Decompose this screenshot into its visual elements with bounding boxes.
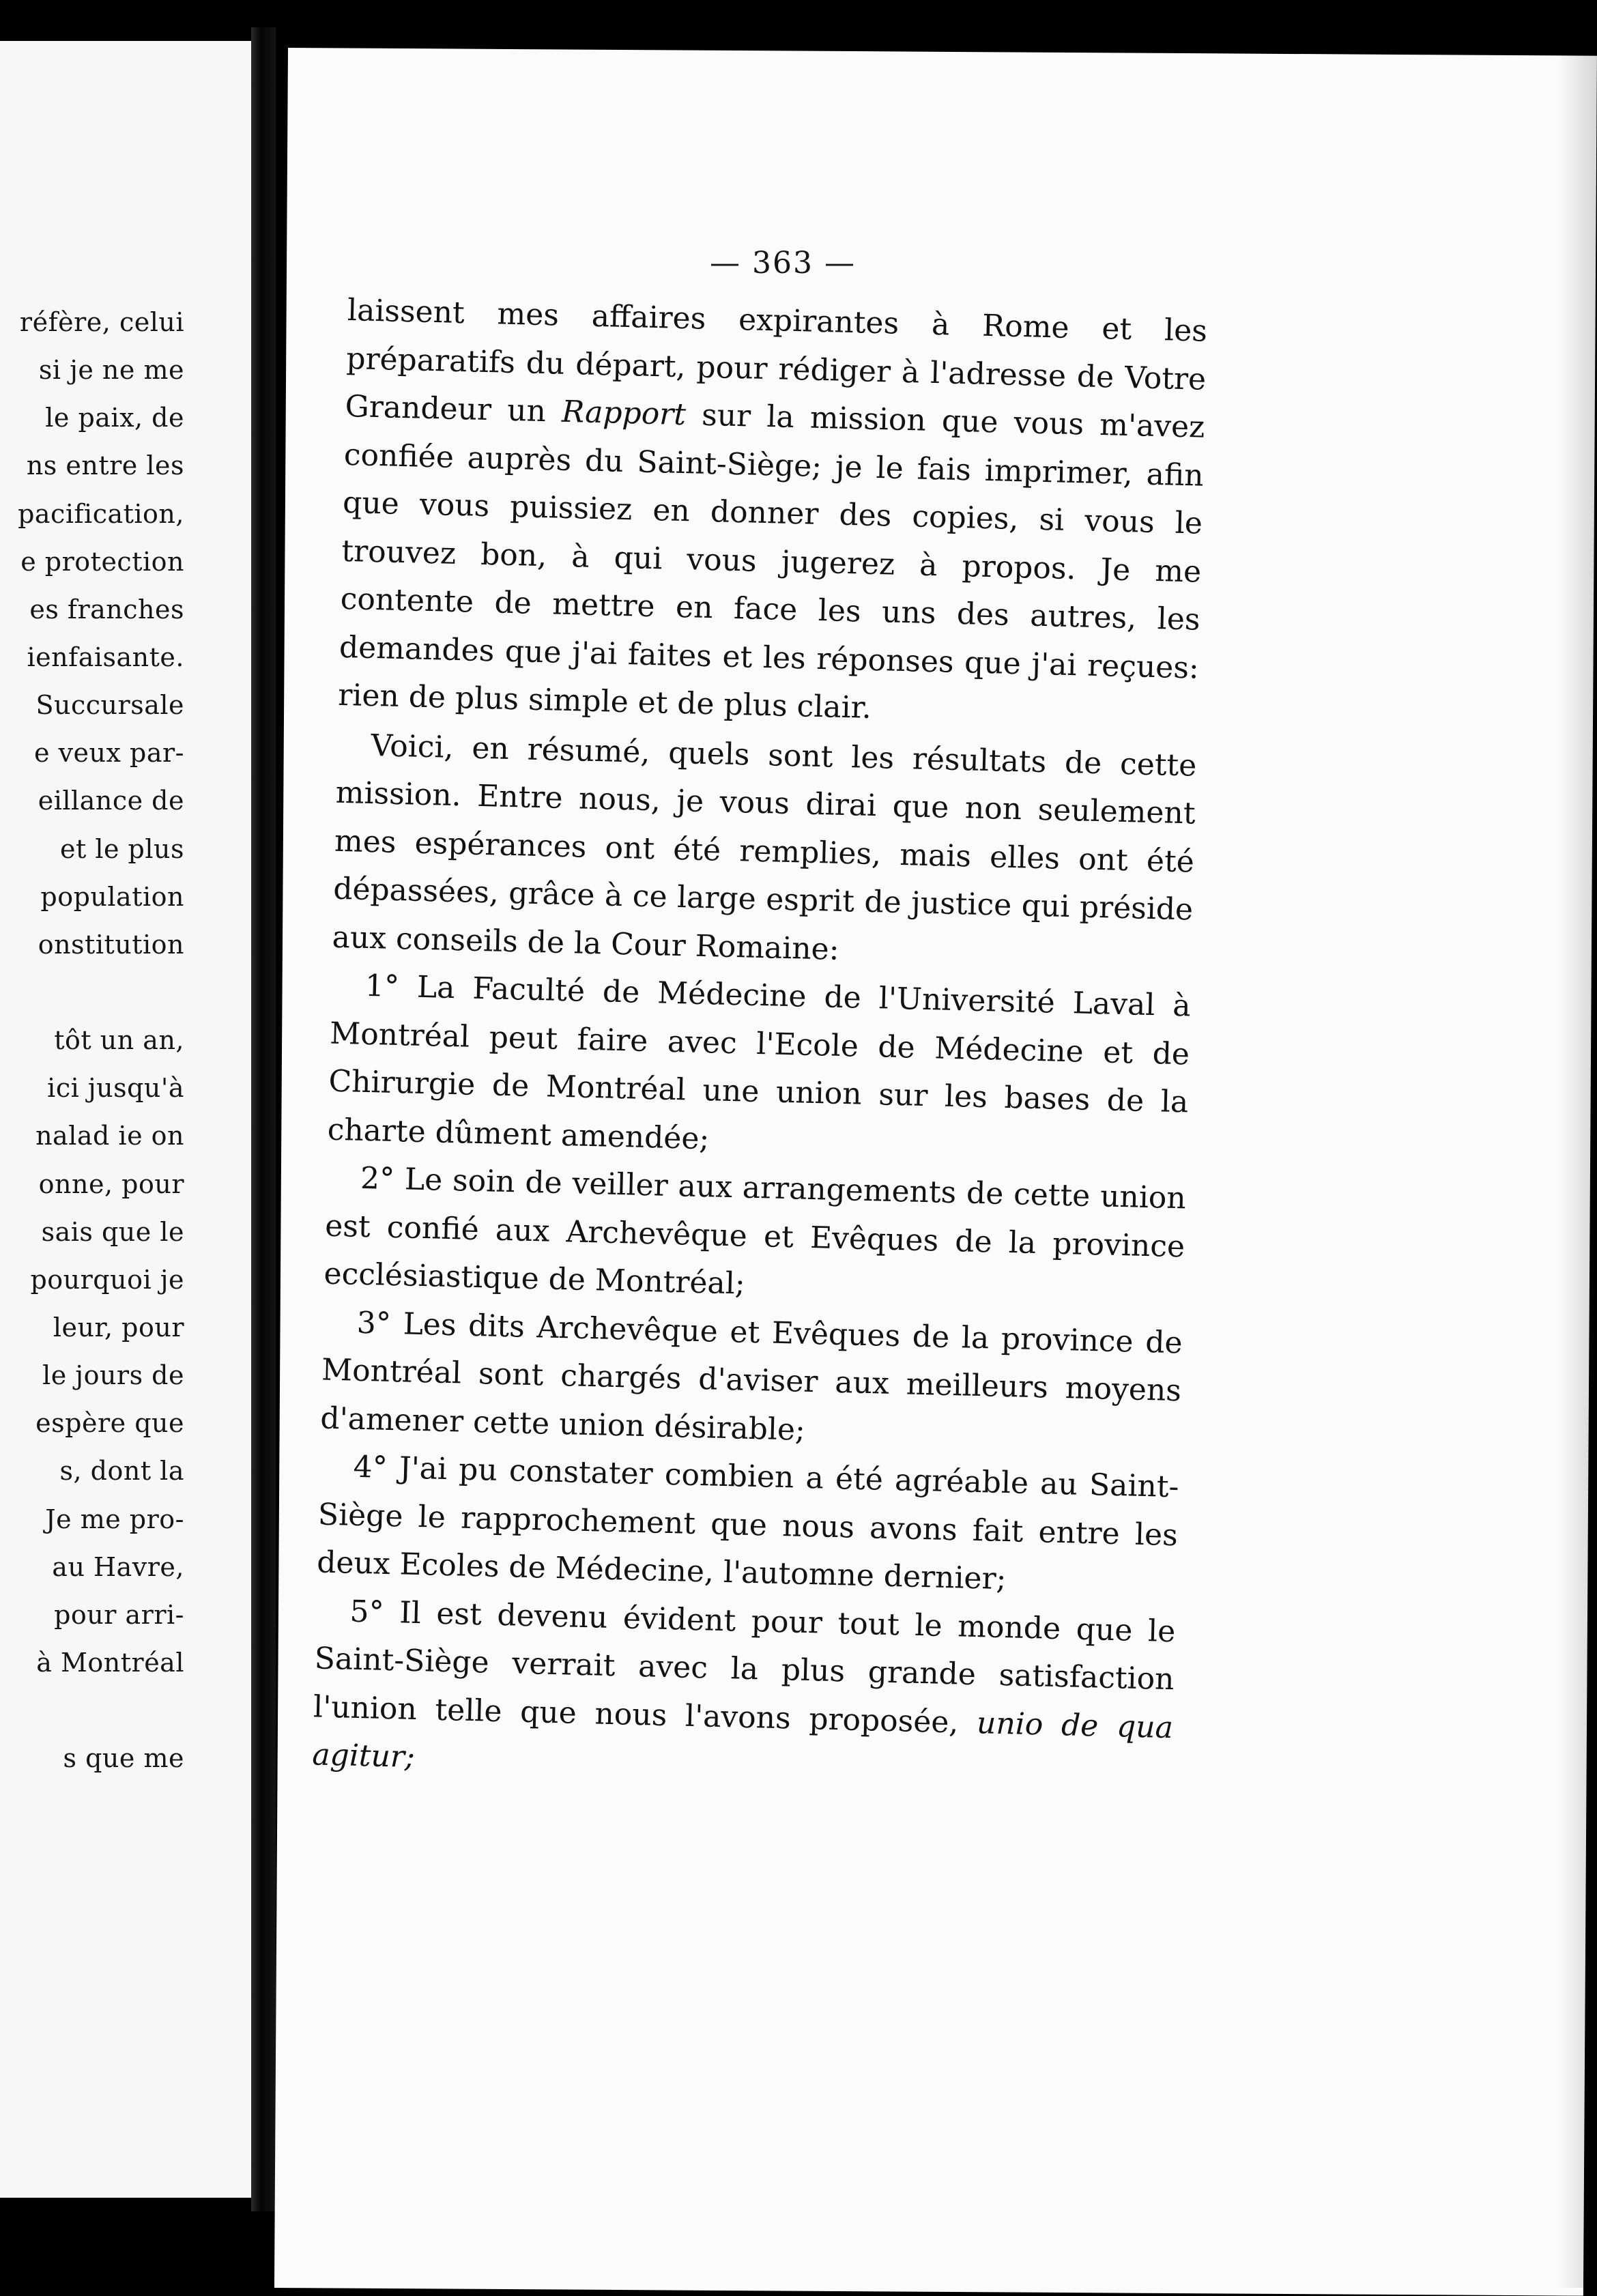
left-page-line: leur, pour: [53, 1312, 184, 1343]
left-page-line: nalad ie on: [35, 1121, 184, 1151]
italic-phrase: unio de qua agitur;: [311, 1705, 1174, 1775]
list-item-1: 1° La Faculté de Médecine de l'Université Laval à Montréal peut faire avec l'Ecole de Médecine et de Chirurgie de Montréal une union sur les bases de la charte dûment amendée;: [327, 968, 1192, 1156]
left-page-line: et le plus: [59, 833, 184, 864]
left-page-line: le jours de: [42, 1360, 184, 1391]
left-page-line: onstitution: [38, 929, 184, 960]
left-page-line: eillance de: [38, 786, 184, 816]
list-item-4: 4° J'ai pu constater combien a été agréable au Saint-Siège le rapprochement que nous avons fait entre les deux Ecoles de Médecine, l'automne dernier;: [316, 1449, 1180, 1597]
paragraph-rapport: [337, 287, 1207, 741]
list-item-text: 5° Il est devenu évident pour tout le monde que le Saint-Siège verrait avec la plus grande satisfaction l'union telle que nous l'avons proposée,: [313, 1594, 1176, 1740]
left-page-line: es franches: [29, 594, 184, 625]
left-page-line: population: [40, 881, 184, 912]
left-page-line: ienfaisante.: [27, 642, 184, 672]
left-page-line: s, dont la: [59, 1456, 184, 1487]
list-item-5: [312, 1587, 1177, 1800]
book-gutter: [251, 27, 276, 2211]
paragraph-text: sur la mission que vous m'avez confiée auprès du Saint-Siège; je le fais imprimer, afin que vous puissiez en donner des copies, si vous le trouvez bon, à qui vous jugerez à propos. Je me contente de mettre en face les uns des autres, les demandes que j'ai faites et les réponses que j'ai reçues: rien de plus simple et de plus clair.: [337, 397, 1205, 726]
left-page: [0, 41, 251, 2198]
list-item-3: 3° Les dits Archevêque et Evêques de la province de Montréal sont chargés d'aviser aux meilleurs moyens d'amener cette union désirable;: [319, 1305, 1183, 1448]
left-page-line: s que me: [63, 1743, 184, 1774]
left-page-line: ns entre les: [26, 450, 184, 481]
left-page-line: à Montréal: [36, 1647, 184, 1678]
left-page-line: réfère, celui: [19, 307, 184, 337]
left-page-line: onne, pour: [38, 1168, 184, 1199]
left-page-line: ici jusqu'à: [47, 1073, 184, 1104]
left-page-line: e veux par-: [34, 738, 184, 769]
left-page-line: au Havre,: [52, 1551, 184, 1582]
left-page-line: pour arri-: [54, 1599, 184, 1630]
left-page-line: e protection: [20, 546, 184, 577]
left-page-line: Succursale: [35, 690, 184, 721]
left-page-line: le paix, de: [45, 403, 184, 433]
left-page-line: pacification,: [18, 498, 184, 529]
page-number: — 363 —: [710, 246, 856, 281]
left-page-line: pourquoi je: [30, 1264, 184, 1295]
list-item-2: 2° Le soin de veiller aux arrangements de cette union est confié aux Archevêque et Evêques de la province ecclésiastique de Montréal;: [323, 1160, 1187, 1302]
left-page-line: sais que le: [41, 1216, 184, 1247]
paragraph-resume: Voici, en résumé, quels sont les résultats de cette mission. Entre nous, je vous dirai que non seulement mes espérances ont été remplies, mais elles ont été dépassées, grâce à ce large esprit de justice qui préside aux conseils de la Cour Romaine:: [332, 728, 1197, 967]
left-page-line: si je ne me: [38, 355, 184, 386]
left-page-line: Je me pro-: [45, 1504, 184, 1534]
paragraph-text: laissent mes affaires expirantes à Rome et les préparatifs du départ, pour rédiger à l'adresse de Votre Grandeur un: [345, 292, 1208, 429]
left-page-line: espère que: [35, 1408, 184, 1439]
italic-title: Rapport: [561, 394, 687, 433]
page-body: [312, 287, 1208, 1800]
page-edge: [1557, 48, 1597, 2288]
left-page-line: tôt un an,: [54, 1025, 184, 1056]
